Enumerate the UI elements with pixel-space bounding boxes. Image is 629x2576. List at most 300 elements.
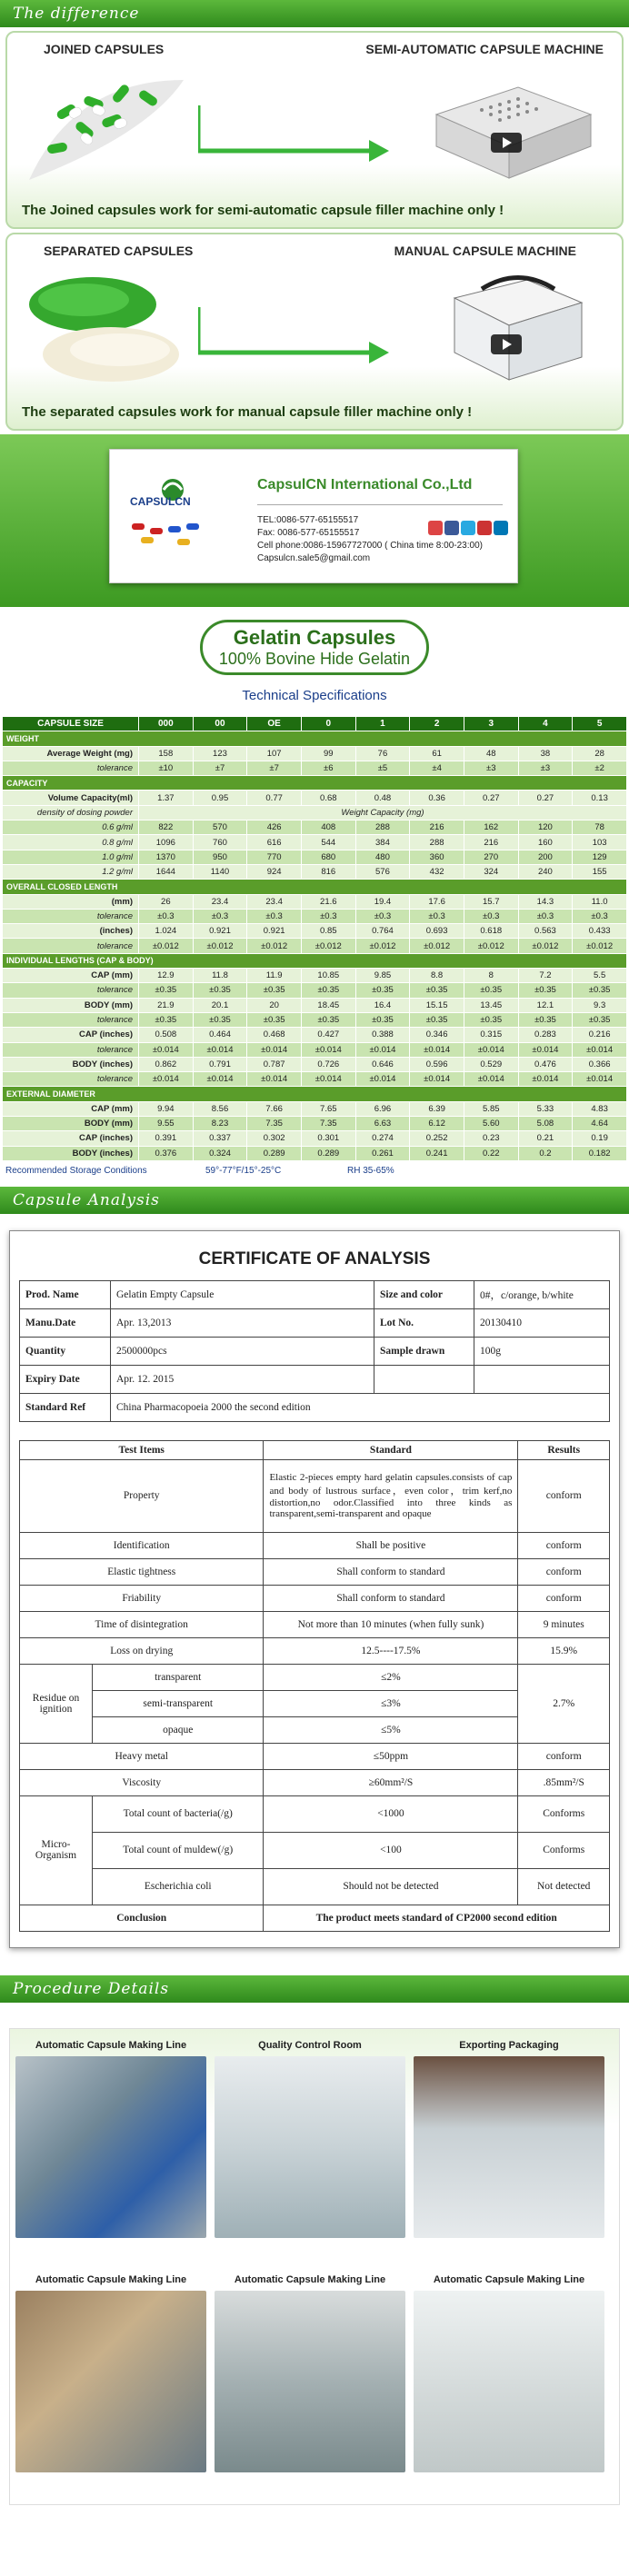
storage-rh: RH 35-65% xyxy=(347,1165,394,1176)
info-value: Apr. 12. 2015 xyxy=(111,1365,374,1393)
spec-value-cell: 14.3 xyxy=(518,894,573,909)
joined-capsules-panel xyxy=(5,31,624,229)
spec-value-cell: ±0.014 xyxy=(464,1042,518,1057)
spec-value-cell: ±0.014 xyxy=(193,1072,247,1087)
spec-value-cell: 0.337 xyxy=(193,1131,247,1146)
spec-value-cell: 11.8 xyxy=(193,969,247,983)
test-standard: Shall be positive xyxy=(264,1532,518,1558)
certificate xyxy=(9,1230,620,1948)
test-standard: Should not be detected xyxy=(264,1868,518,1905)
test-results-table xyxy=(19,1440,610,1932)
spec-value-cell: 0.241 xyxy=(410,1146,464,1160)
difference-banner: The difference xyxy=(0,0,629,27)
spec-section-row xyxy=(3,953,627,968)
spec-value-cell: ±0.3 xyxy=(139,909,194,923)
photo-making-line xyxy=(15,2039,206,2238)
joined-capsules-image xyxy=(20,62,202,189)
spec-value-cell: 11.0 xyxy=(573,894,627,909)
sub-item: Total count of muldew(/g) xyxy=(93,1832,264,1868)
spec-value-cell: 120 xyxy=(518,821,573,835)
spec-value-cell: ±0.35 xyxy=(573,983,627,998)
test-result: 2.7% xyxy=(518,1664,610,1743)
spec-value-cell: 61 xyxy=(410,746,464,761)
spec-value-cell: 360 xyxy=(410,850,464,864)
spec-label-cell: tolerance xyxy=(3,939,139,953)
sub-item: Total count of bacteria(/g) xyxy=(93,1795,264,1832)
spec-value-cell: 544 xyxy=(301,835,355,850)
spec-row xyxy=(3,1057,627,1071)
spec-value-cell: 162 xyxy=(464,821,518,835)
spec-value-cell: 0.289 xyxy=(301,1146,355,1160)
company-email[interactable]: Capsulcn.sale5@gmail.com xyxy=(257,553,371,563)
spec-value-cell: 26 xyxy=(139,894,194,909)
semi-auto-machine-label: SEMI-AUTOMATIC CAPSULE MACHINE xyxy=(365,42,604,56)
spec-value-cell: 0.862 xyxy=(139,1057,194,1071)
separated-capsules-panel xyxy=(5,233,624,431)
spec-value-cell: 0.433 xyxy=(573,924,627,939)
spec-value-cell: 0.596 xyxy=(410,1057,464,1071)
spec-value-cell: ±3 xyxy=(464,761,518,775)
info-value: 2500000pcs xyxy=(111,1337,374,1365)
spec-value-cell: 19.4 xyxy=(355,894,410,909)
spec-value-cell: ±7 xyxy=(193,761,247,775)
spec-value-cell: 13.45 xyxy=(464,998,518,1012)
spec-row xyxy=(3,998,627,1012)
spec-value-cell: 0.921 xyxy=(247,924,302,939)
spec-value-cell: 570 xyxy=(193,821,247,835)
spec-value-cell: 324 xyxy=(464,864,518,879)
test-item: Elastic tightness xyxy=(20,1558,264,1585)
spec-value-cell: 0.376 xyxy=(139,1146,194,1160)
photo-image xyxy=(215,2291,405,2472)
spec-value-cell: 9.55 xyxy=(139,1117,194,1131)
spec-value-cell: ±0.3 xyxy=(193,909,247,923)
photo-title: Automatic Capsule Making Line xyxy=(35,2273,187,2285)
spec-value-cell: 4 xyxy=(518,717,573,731)
spec-value-cell: 15.15 xyxy=(410,998,464,1012)
spec-value-cell: 6.39 xyxy=(410,1101,464,1116)
spec-value-cell: ±0.35 xyxy=(139,1012,194,1027)
spec-label-cell: density of dosing powder xyxy=(3,805,139,820)
spec-value-cell: 1096 xyxy=(139,835,194,850)
spec-value-cell: 15.7 xyxy=(464,894,518,909)
spec-value-cell: ±0.012 xyxy=(410,939,464,953)
spec-value-cell: ±0.014 xyxy=(518,1042,573,1057)
spec-value-cell: 6.63 xyxy=(355,1117,410,1131)
test-result: conform xyxy=(518,1585,610,1611)
spec-value-cell: ±0.3 xyxy=(247,909,302,923)
spec-row xyxy=(3,835,627,850)
spec-value-cell: 23.4 xyxy=(193,894,247,909)
spec-value-cell: ±0.014 xyxy=(518,1072,573,1087)
spec-value-cell: 78 xyxy=(573,821,627,835)
spec-value-cell: 10.85 xyxy=(301,969,355,983)
spec-value-cell: OE xyxy=(247,717,302,731)
spec-value-cell: 0 xyxy=(301,717,355,731)
spec-value-cell: 9.85 xyxy=(355,969,410,983)
spec-value-cell: 0.48 xyxy=(355,791,410,805)
spec-value-cell: 6.12 xyxy=(410,1117,464,1131)
photo-image xyxy=(15,2056,206,2238)
info-value: 0#，c/orange, b/white xyxy=(474,1280,610,1308)
spec-value-cell: ±0.012 xyxy=(301,939,355,953)
spec-value-cell: 616 xyxy=(247,835,302,850)
test-standard: ≤3% xyxy=(264,1690,518,1716)
spec-value-cell: 0.283 xyxy=(518,1028,573,1042)
spec-value-cell: 0.22 xyxy=(464,1146,518,1160)
spec-value-cell: ±0.3 xyxy=(573,909,627,923)
spec-row xyxy=(3,909,627,923)
spec-value-cell: 5.5 xyxy=(573,969,627,983)
test-result: conform xyxy=(518,1558,610,1585)
test-standard: <100 xyxy=(264,1832,518,1868)
conclusion-text: The product meets standard of CP2000 second edition xyxy=(264,1905,610,1931)
spec-value-cell: ±0.014 xyxy=(193,1042,247,1057)
spec-label-cell: tolerance xyxy=(3,909,139,923)
spec-value-cell: ±0.014 xyxy=(247,1072,302,1087)
spec-value-cell: ±0.35 xyxy=(193,1012,247,1027)
spec-value-cell: 0.77 xyxy=(247,791,302,805)
spec-value-cell: ±0.35 xyxy=(410,983,464,998)
spec-value-cell: 0.21 xyxy=(518,1131,573,1146)
spec-value-cell: 680 xyxy=(301,850,355,864)
storage-label: Recommended Storage Conditions xyxy=(5,1165,147,1176)
spec-value-cell: ±0.3 xyxy=(301,909,355,923)
spec-row xyxy=(3,983,627,998)
spec-value-cell: 7.35 xyxy=(247,1117,302,1131)
spec-label-cell: EXTERNAL DIAMETER xyxy=(3,1087,627,1101)
spec-value-cell: ±0.35 xyxy=(301,1012,355,1027)
photo-title: Quality Control Room xyxy=(258,2039,362,2051)
spec-value-cell: 23.4 xyxy=(247,894,302,909)
spec-value-cell: 0.366 xyxy=(573,1057,627,1071)
spec-value-cell: ±0.014 xyxy=(139,1072,194,1087)
spec-value-cell: 0.391 xyxy=(139,1131,194,1146)
spec-value-cell: 0.618 xyxy=(464,924,518,939)
spec-value-cell: ±0.35 xyxy=(518,1012,573,1027)
spec-value-cell: ±0.35 xyxy=(464,1012,518,1027)
photo-image xyxy=(215,2056,405,2238)
spec-value-cell: 924 xyxy=(247,864,302,879)
spec-label-cell: INDIVIDUAL LENGTHS (CAP & BODY) xyxy=(3,953,627,968)
spec-value-cell: 0.315 xyxy=(464,1028,518,1042)
spec-value-cell: ±0.012 xyxy=(193,939,247,953)
test-result: Conforms xyxy=(518,1832,610,1868)
spec-value-cell: ±0.014 xyxy=(464,1072,518,1087)
test-item: Conclusion xyxy=(20,1905,264,1931)
spec-label-cell: (inches) xyxy=(3,924,139,939)
spec-value-cell: 0.252 xyxy=(410,1131,464,1146)
spec-value-cell: 0.302 xyxy=(247,1131,302,1146)
spec-value-cell: 0.427 xyxy=(301,1028,355,1042)
spec-label-cell: CAP (inches) xyxy=(3,1028,139,1042)
photo-making-line xyxy=(15,2273,206,2472)
spec-value-cell: ±0.35 xyxy=(355,983,410,998)
linkedin-icon[interactable] xyxy=(494,521,508,535)
photo-image xyxy=(414,2291,604,2472)
spec-value-cell: 21.6 xyxy=(301,894,355,909)
play-video-button[interactable] xyxy=(491,334,522,354)
spec-label-cell: CAP (mm) xyxy=(3,969,139,983)
spec-value-cell: ±0.012 xyxy=(139,939,194,953)
spec-value-cell: 16.4 xyxy=(355,998,410,1012)
spec-row xyxy=(3,1131,627,1146)
spec-value-cell: 270 xyxy=(464,850,518,864)
spec-value-cell: ±10 xyxy=(139,761,194,775)
spec-value-cell: 0.274 xyxy=(355,1131,410,1146)
spec-label-cell: tolerance xyxy=(3,983,139,998)
photo-title: Automatic Capsule Making Line xyxy=(433,2273,585,2285)
spec-value-cell: ±0.014 xyxy=(410,1042,464,1057)
arrow-icon xyxy=(198,96,398,169)
joined-capsules-label: JOINED CAPSULES xyxy=(44,42,165,56)
photo-title: Automatic Capsule Making Line xyxy=(234,2273,386,2285)
test-standard: Not more than 10 minutes (when fully sunk) xyxy=(264,1611,518,1637)
test-result: 9 minutes xyxy=(518,1611,610,1637)
photo-title: Automatic Capsule Making Line xyxy=(35,2039,187,2051)
spec-value-cell: 5.60 xyxy=(464,1117,518,1131)
spec-label-cell: 1.2 g/ml xyxy=(3,864,139,879)
spec-value-cell: ±0.012 xyxy=(355,939,410,953)
gelatin-subtitle: 100% Bovine Hide Gelatin xyxy=(218,650,411,668)
spec-value-cell: 11.9 xyxy=(247,969,302,983)
spec-value-cell: 0.301 xyxy=(301,1131,355,1146)
spec-value-cell: ±0.35 xyxy=(518,983,573,998)
company-name: CapsulCN International Co.,Ltd xyxy=(257,477,473,492)
spec-row xyxy=(3,821,627,835)
photo-quality-control xyxy=(215,2039,405,2238)
certificate-info-table xyxy=(19,1280,610,1422)
spec-value-cell: ±0.35 xyxy=(301,983,355,998)
spec-section-row xyxy=(3,1087,627,1101)
spec-value-cell: ±0.35 xyxy=(193,983,247,998)
spec-label-cell: CAP (inches) xyxy=(3,1131,139,1146)
spec-value-cell: ±0.35 xyxy=(464,983,518,998)
spec-row xyxy=(3,1012,627,1027)
spec-row xyxy=(3,1042,627,1057)
photo-image xyxy=(414,2056,604,2238)
spec-row xyxy=(3,1146,627,1160)
spec-value-cell: 18.45 xyxy=(301,998,355,1012)
spec-value-cell: ±0.35 xyxy=(410,1012,464,1027)
col-header: Standard xyxy=(264,1440,518,1459)
spec-section-row xyxy=(3,731,627,746)
spec-value-cell: 4.83 xyxy=(573,1101,627,1116)
google-icon[interactable] xyxy=(428,521,443,535)
spec-value-cell: 0.68 xyxy=(301,791,355,805)
spec-value-cell: 1370 xyxy=(139,850,194,864)
spec-value-cell: 20 xyxy=(247,998,302,1012)
photo-title: Exporting Packaging xyxy=(459,2039,559,2051)
spec-label-cell: CAP (mm) xyxy=(3,1101,139,1116)
spec-value-cell: 28 xyxy=(573,746,627,761)
company-logo xyxy=(123,473,223,555)
test-item: Time of disintegration xyxy=(20,1611,264,1637)
spec-row xyxy=(3,761,627,775)
spec-label-cell: BODY (mm) xyxy=(3,1117,139,1131)
spec-value-cell: 107 xyxy=(247,746,302,761)
youtube-icon[interactable] xyxy=(477,521,492,535)
logo-text: CAPSULCN xyxy=(130,495,191,508)
test-item: Viscosity xyxy=(20,1769,264,1795)
spec-value-cell: 0.787 xyxy=(247,1057,302,1071)
spec-value-cell: ±0.012 xyxy=(464,939,518,953)
spec-value-cell: 0.27 xyxy=(464,791,518,805)
spec-value-cell: ±7 xyxy=(247,761,302,775)
spec-value-cell: 0.23 xyxy=(464,1131,518,1146)
spec-value-cell: 0.216 xyxy=(573,1028,627,1042)
test-item: Residue on ignition xyxy=(20,1664,93,1743)
gelatin-pill xyxy=(200,620,429,675)
divider xyxy=(257,504,503,505)
play-video-button[interactable] xyxy=(491,133,522,153)
info-key: Standard Ref xyxy=(20,1393,111,1421)
spec-value-cell: 8.56 xyxy=(193,1101,247,1116)
spec-value-cell: 7.35 xyxy=(301,1117,355,1131)
gelatin-heading xyxy=(0,616,629,716)
test-result: .85mm²/S xyxy=(518,1769,610,1795)
spec-table xyxy=(2,716,627,1161)
spec-value-cell: 12.1 xyxy=(518,998,573,1012)
spec-value-cell: 288 xyxy=(355,821,410,835)
spec-value-cell: 5.33 xyxy=(518,1101,573,1116)
spec-value-cell: ±0.3 xyxy=(410,909,464,923)
info-value: Apr. 13,2013 xyxy=(111,1308,374,1337)
spec-value-cell: ±0.014 xyxy=(301,1072,355,1087)
spec-value-cell: 00 xyxy=(193,717,247,731)
spec-value-cell: 2 xyxy=(410,717,464,731)
spec-value-cell: 0.529 xyxy=(464,1057,518,1071)
info-key: Sample drawn xyxy=(374,1337,474,1365)
spec-value-cell: 0.324 xyxy=(193,1146,247,1160)
joined-caption: The Joined capsules work for semi-automatic capsule filler machine only ! xyxy=(22,203,504,218)
spec-value-cell: 950 xyxy=(193,850,247,864)
spec-row xyxy=(3,894,627,909)
procedure-gallery xyxy=(9,2028,620,2505)
facebook-icon[interactable] xyxy=(444,521,459,535)
spec-value-cell: 155 xyxy=(573,864,627,879)
spec-label-cell: tolerance xyxy=(3,1042,139,1057)
spec-value-cell: 760 xyxy=(193,835,247,850)
twitter-icon[interactable] xyxy=(461,521,475,535)
spec-value-cell: 48 xyxy=(464,746,518,761)
test-item: Property xyxy=(20,1459,264,1532)
spec-value-cell: 1 xyxy=(355,717,410,731)
spec-value-cell: 216 xyxy=(410,821,464,835)
test-standard: ≥60mm²/S xyxy=(264,1769,518,1795)
test-item: Heavy metal xyxy=(20,1743,264,1769)
spec-row xyxy=(3,969,627,983)
info-value: 20130410 xyxy=(474,1308,610,1337)
spec-row xyxy=(3,1028,627,1042)
spec-value-cell: 5.08 xyxy=(518,1117,573,1131)
arrow-icon xyxy=(198,298,398,371)
spec-value-cell: 432 xyxy=(410,864,464,879)
spec-value-cell: 9.94 xyxy=(139,1101,194,1116)
spec-value-cell: 0.85 xyxy=(301,924,355,939)
manual-machine-label: MANUAL CAPSULE MACHINE xyxy=(394,244,576,258)
spec-section-row xyxy=(3,880,627,894)
info-value: China Pharmacopoeia 2000 the second edition xyxy=(111,1393,610,1421)
test-standard: Elastic 2-pieces empty hard gelatin capsules.consists of cap and body of lustrous surface，even color，trim kerf,no distortion,no odor.Classified into three kinds as transparent,semi-transparent and opaque xyxy=(264,1459,518,1532)
spec-value-cell: ±0.014 xyxy=(410,1072,464,1087)
spec-value-cell: 38 xyxy=(518,746,573,761)
spec-value-cell: 5.85 xyxy=(464,1101,518,1116)
spec-value-cell: ±0.35 xyxy=(573,1012,627,1027)
spec-row xyxy=(3,924,627,939)
separated-caption: The separated capsules work for manual capsule filler machine only ! xyxy=(22,404,473,420)
spec-label-cell: Volume Capacity(ml) xyxy=(3,791,139,805)
semi-auto-machine-image xyxy=(418,60,600,187)
spec-label-cell: tolerance xyxy=(3,761,139,775)
spec-label-cell: 0.6 g/ml xyxy=(3,821,139,835)
spec-value-cell: 158 xyxy=(139,746,194,761)
info-key: Prod. Name xyxy=(20,1280,111,1308)
spec-label-cell: CAPACITY xyxy=(3,776,627,791)
spec-value-cell: ±0.012 xyxy=(573,939,627,953)
spec-value-cell: 4.64 xyxy=(573,1117,627,1131)
social-icons xyxy=(428,521,508,535)
spec-value-cell: ±0.014 xyxy=(355,1042,410,1057)
spec-value-cell: ±0.3 xyxy=(464,909,518,923)
spec-value-cell: ±0.35 xyxy=(139,983,194,998)
spec-value-cell: 770 xyxy=(247,850,302,864)
spec-value-cell: 0.2 xyxy=(518,1146,573,1160)
spec-row xyxy=(3,1101,627,1116)
spec-value-cell: 0.95 xyxy=(193,791,247,805)
spec-label-cell: CAPSULE SIZE xyxy=(3,717,139,731)
spec-value-cell: 576 xyxy=(355,864,410,879)
sub-item: opaque xyxy=(93,1716,264,1743)
spec-value-cell: ±0.35 xyxy=(247,983,302,998)
spec-value-cell: 480 xyxy=(355,850,410,864)
spec-value-cell: 76 xyxy=(355,746,410,761)
spec-value-cell: 288 xyxy=(410,835,464,850)
spec-label-cell: Average Weight (mg) xyxy=(3,746,139,761)
spec-value-cell: 8.8 xyxy=(410,969,464,983)
spec-row xyxy=(3,850,627,864)
test-result: conform xyxy=(518,1459,610,1532)
business-card xyxy=(109,449,518,583)
spec-value-cell: 21.9 xyxy=(139,998,194,1012)
spec-label-cell: BODY (inches) xyxy=(3,1146,139,1160)
info-key: Size and color xyxy=(374,1280,474,1308)
spec-value-cell: 0.388 xyxy=(355,1028,410,1042)
spec-value-cell: 408 xyxy=(301,821,355,835)
spec-label-cell: tolerance xyxy=(3,1072,139,1087)
spec-row xyxy=(3,805,627,820)
spec-value-cell: 12.9 xyxy=(139,969,194,983)
test-result: Conforms xyxy=(518,1795,610,1832)
spec-value-cell: 103 xyxy=(573,835,627,850)
spec-value-cell: ±0.014 xyxy=(247,1042,302,1057)
spec-value-cell: 0.921 xyxy=(193,924,247,939)
spec-value-cell: ±0.014 xyxy=(573,1072,627,1087)
photo-making-line xyxy=(215,2273,405,2472)
spec-value-cell: ±0.014 xyxy=(139,1042,194,1057)
photo-making-line xyxy=(414,2273,604,2472)
spec-value-cell: 160 xyxy=(518,835,573,850)
sub-item: transparent xyxy=(93,1664,264,1690)
analysis-banner: Capsule Analysis xyxy=(0,1187,629,1214)
storage-conditions xyxy=(0,1161,629,1181)
spec-title: Technical Specifications xyxy=(242,688,387,703)
separated-capsules-label: SEPARATED CAPSULES xyxy=(44,244,194,258)
test-standard: 12.5----17.5% xyxy=(264,1637,518,1664)
spec-value-cell: 7.66 xyxy=(247,1101,302,1116)
sub-item: semi-transparent xyxy=(93,1690,264,1716)
test-item: Micro-Organism xyxy=(20,1795,93,1905)
